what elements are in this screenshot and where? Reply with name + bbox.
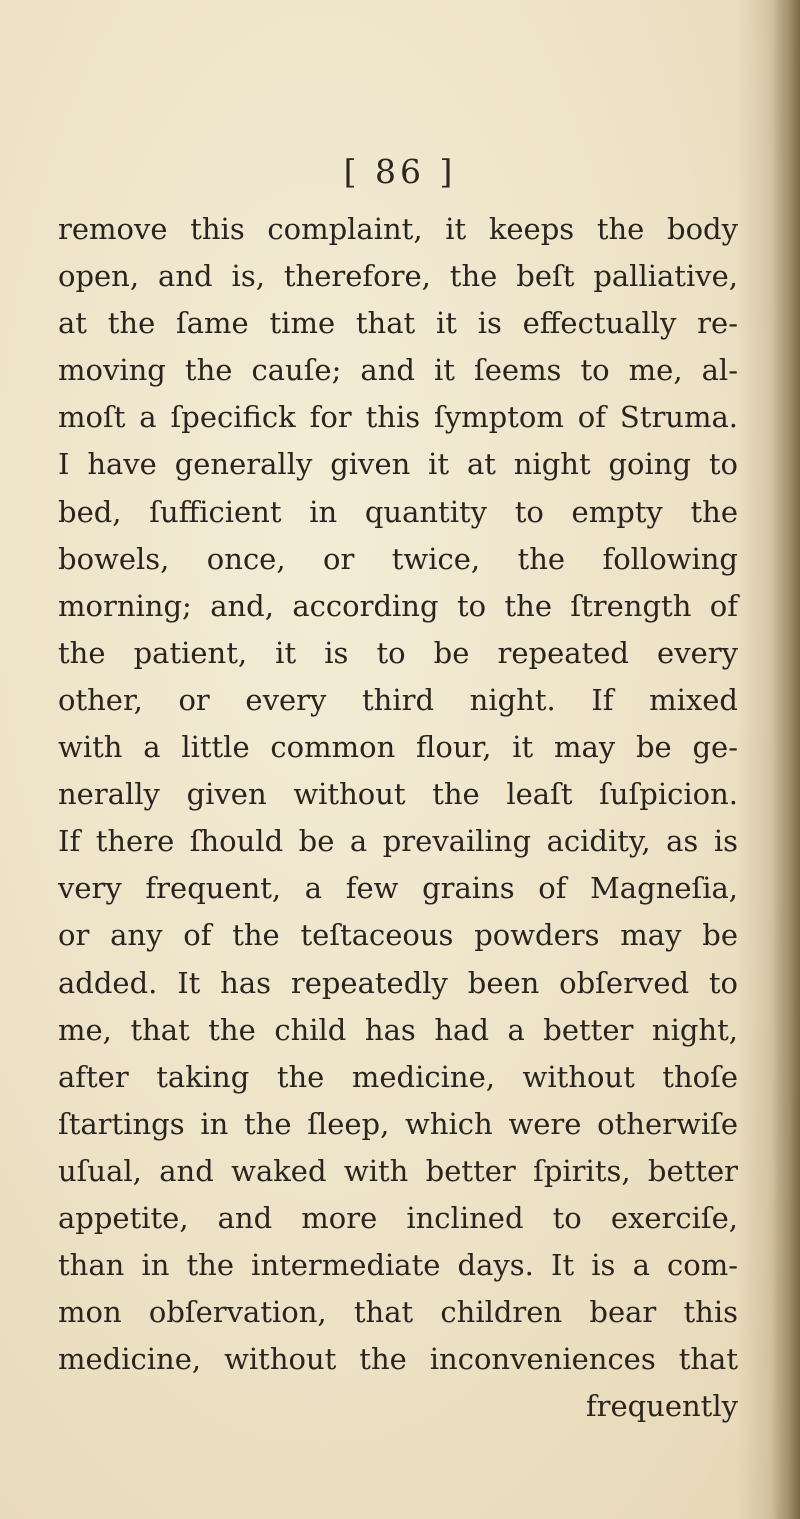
text-line: moſt a ſpecifick for this ſymptom of Struma. [58, 400, 738, 435]
text-line: very frequent, a few grains of Magneſia, [58, 871, 738, 906]
text-line: mon obſervation, that children bear this [58, 1295, 738, 1330]
text-line: other, or every third night. If mixed [58, 682, 738, 717]
text-line: the patient, it is to be repeated every [58, 635, 738, 670]
text-line: open, and is, therefore, the beſt palliative, [58, 259, 738, 294]
text-line: moving the cauſe; and it ſeems to me, al- [58, 353, 738, 388]
text-line: bed, ſufficient in quantity to empty the [58, 494, 738, 529]
text-line: me, that the child has had a better night, [58, 1012, 738, 1047]
text-line: nerally given without the leaſt ſuſpicion. [58, 777, 738, 812]
text-line: uſual, and waked with better ſpirits, better [58, 1153, 738, 1188]
text-line: appetite, and more inclined to exerciſe, [58, 1200, 738, 1235]
text-line: with a little common flour, it may be ge- [58, 730, 738, 765]
text-line: or any of the teſtaceous powders may be [58, 918, 738, 953]
text-line: morning; and, according to the ſtrength of [58, 588, 738, 623]
catchword: frequently [585, 1389, 738, 1424]
text-line: remove this complaint, it keeps the body [58, 212, 738, 246]
text-line: I have generally given it at night going to [58, 447, 738, 482]
text-line: at the ſame time that it is effectually re- [58, 306, 738, 341]
text-line: bowels, once, or twice, the following [58, 541, 738, 576]
page-spine-shadow [772, 0, 800, 1519]
text-line: after taking the medicine, without thoſe [58, 1059, 738, 1094]
text-line: added. It has repeatedly been obſerved to [58, 965, 738, 1000]
text-line: medicine, without the inconveniences that [58, 1342, 738, 1377]
text-line: than in the intermediate days. It is a com- [58, 1248, 738, 1283]
page-number-header: [ 86 ] [343, 152, 457, 191]
text-line: ſtartings in the ſleep, which were otherwiſe [58, 1106, 738, 1141]
page-body-text [58, 206, 738, 1430]
text-line: If there ſhould be a prevailing acidity, as is [58, 824, 738, 859]
